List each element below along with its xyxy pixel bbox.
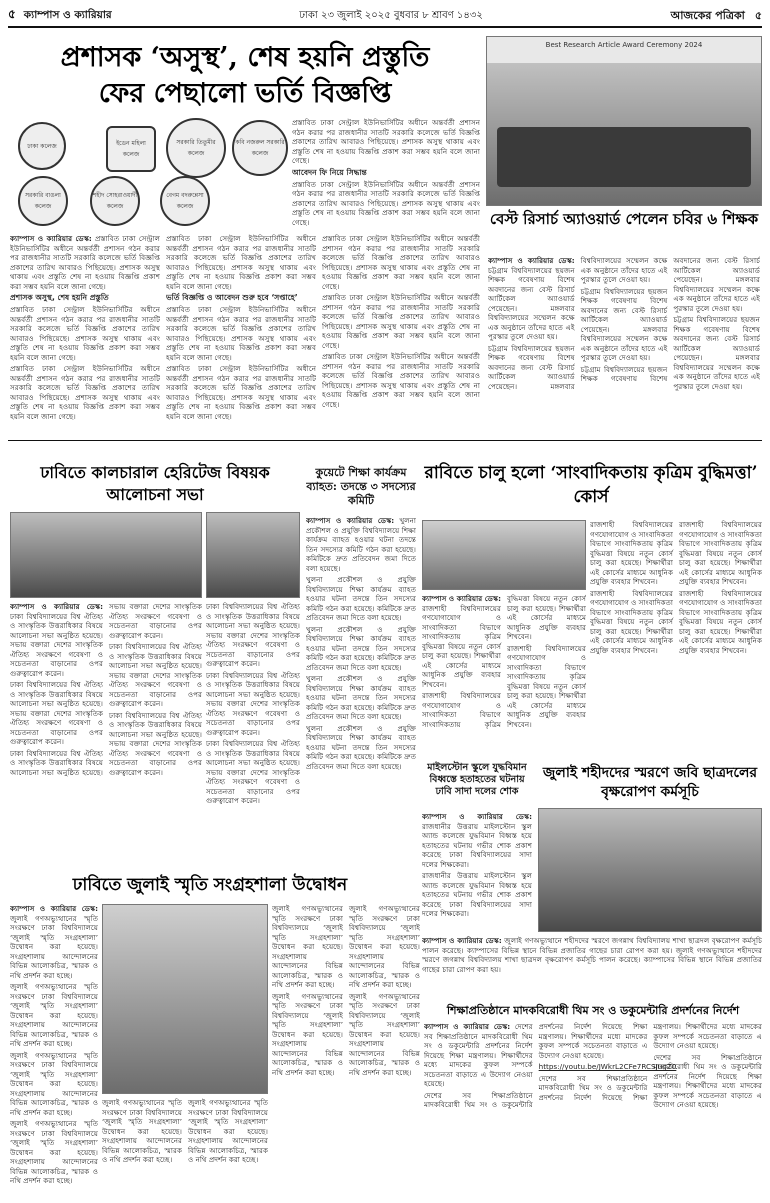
drug-body: ক্যাম্পাস ও ক্যারিয়ার ডেস্ক: দেশের সব শিক্ষাপ্রতিষ্ঠানে মাদকবিরোধী থিম সং ও ডকুমেন্টারি প্রদর্শনের নির্দেশ দিয়েছে শিক্ষা মন্ত্রণালয়। শিক্ষার্থীদের মধ্যে মাদকের কুফল সম্পর্কে সচেতনতা বাড়াতে এ উদ্যোগ নেওয়া হয়েছে। দেশের সব শিক্ষাপ্রতিষ্ঠানে মাদকবিরোধী থিম সং ও ডকুমেন্টারি প্রদর্শনের নির্দেশ দিয়েছে শিক্ষা মন্ত্রণালয়। শিক্ষার্থীদের মধ্যে মাদকের কুফল সম্পর্কে সচেতনতা বাড়াতে এ উদ্যোগ নেওয়া হয়েছে। https://youtu.be/JWkrL2CFe7RCSJugZ0 দেশের সব শিক্ষাপ্রতিষ্ঠানে মাদকবিরোধী থিম সং ও ডকুমেন্টারি প্রদর্শনের নির্দেশ দিয়েছে শিক্ষা মন্ত্রণালয়। শিক্ষার্থীদের মধ্যে মাদকের কুফল সম্পর্কে সচেতনতা বাড়াতে এ উদ্যোগ নেওয়া হয়েছে। দেশের সব শিক্ষাপ্রতিষ্ঠানে মাদকবিরোধী থিম সং ও ডকুমেন্টারি প্রদর্শনের নির্দেশ দিয়েছে শিক্ষা মন্ত্রণালয়। শিক্ষার্থীদের মধ্যে মাদকের কুফল সম্পর্কে সচেতনতা বাড়াতে এ উদ্যোগ নেওয়া হয়েছে। (424, 1022, 762, 1109)
rabi-body: ক্যাম্পাস ও ক্যারিয়ার ডেস্ক: রাজশাহী বিশ্ববিদ্যালয়ের গণযোগাযোগ ও সাংবাদিকতা বিভাগে সাংবাদিকতায় কৃত্রিম বুদ্ধিমত্তা বিষয়ে নতুন কোর্স চালু করা হয়েছে। শিক্ষার্থীরা এই কোর্সের মাধ্যমে আধুনিক প্রযুক্তি ব্যবহার শিখবেন। রাজশাহী বিশ্ববিদ্যালয়ের গণযোগাযোগ ও সাংবাদিকতা বিভাগে সাংবাদিকতায় কৃত্রিম বুদ্ধিমত্তা বিষয়ে নতুন কোর্স চালু করা হয়েছে। শিক্ষার্থীরা এই কোর্সের মাধ্যমে আধুনিক প্রযুক্তি ব্যবহার শিখবেন। রাজশাহী বিশ্ববিদ্যালয়ের গণযোগাযোগ ও সাংবাদিকতা বিভাগে সাংবাদিকতায় কৃত্রিম বুদ্ধিমত্তা বিষয়ে নতুন কোর্স চালু করা হয়েছে। শিক্ষার্থীরা এই কোর্সের মাধ্যমে আধুনিক প্রযুক্তি ব্যবহার শিখবেন। (422, 594, 586, 729)
research-body: ক্যাম্পাস ও ক্যারিয়ার ডেস্ক: চট্টগ্রাম বিশ্ববিদ্যালয়ের ছয়জন শিক্ষক গবেষণায় বিশেষ অবদানের জন্য বেস্ট রিসার্চ আর্টিকেল অ্যাওয়ার্ড পেয়েছেন। মঙ্গলবার বিশ্ববিদ্যালয়ের সম্মেলন কক্ষে এক অনুষ্ঠানে তাঁদের হাতে এই পুরস্কার তুলে দেওয়া হয়। চট্টগ্রাম বিশ্ববিদ্যালয়ের ছয়জন শিক্ষক গবেষণায় বিশেষ অবদানের জন্য বেস্ট রিসার্চ আর্টিকেল অ্যাওয়ার্ড পেয়েছেন। মঙ্গলবার বিশ্ববিদ্যালয়ের সম্মেলন কক্ষে এক অনুষ্ঠানে তাঁদের হাতে এই পুরস্কার তুলে দেওয়া হয়। চট্টগ্রাম বিশ্ববিদ্যালয়ের ছয়জন শিক্ষক গবেষণায় বিশেষ অবদানের জন্য বেস্ট রিসার্চ আর্টিকেল অ্যাওয়ার্ড পেয়েছেন। মঙ্গলবার বিশ্ববিদ্যালয়ের সম্মেলন কক্ষে এক অনুষ্ঠানে তাঁদের হাতে এই পুরস্কার তুলে দেওয়া হয়। চট্টগ্রাম বিশ্ববিদ্যালয়ের ছয়জন শিক্ষক গবেষণায় বিশেষ অবদানের জন্য বেস্ট রিসার্চ আর্টিকেল অ্যাওয়ার্ড পেয়েছেন। মঙ্গলবার বিশ্ববিদ্যালয়ের সম্মেলন কক্ষে এক অনুষ্ঠানে তাঁদের হাতে এই পুরস্কার তুলে দেওয়া হয়। চট্টগ্রাম বিশ্ববিদ্যালয়ের ছয়জন শিক্ষক গবেষণায় বিশেষ অবদানের জন্য বেস্ট রিসার্চ আর্টিকেল অ্যাওয়ার্ড পেয়েছেন। মঙ্গলবার বিশ্ববিদ্যালয়ের সম্মেলন কক্ষে এক অনুষ্ঠানে তাঁদের হাতে এই পুরস্কার তুলে দেওয়া হয়। (488, 256, 760, 391)
heritage-body: ক্যাম্পাস ও ক্যারিয়ার ডেস্ক: ঢাকা বিশ্ববিদ্যালয়ের বিশ্ব ঐতিহ্য ও সাংস্কৃতিক উত্তরাধিকার বিষয়ে আলোচনা সভা অনুষ্ঠিত হয়েছে। সভায় বক্তারা দেশের সাংস্কৃতিক ঐতিহ্য সংরক্ষণে গবেষণা ও সচেতনতা বাড়ানোর ওপর গুরুত্বারোপ করেন। ঢাকা বিশ্ববিদ্যালয়ের বিশ্ব ঐতিহ্য ও সাংস্কৃতিক উত্তরাধিকার বিষয়ে আলোচনা সভা অনুষ্ঠিত হয়েছে। সভায় বক্তারা দেশের সাংস্কৃতিক ঐতিহ্য সংরক্ষণে গবেষণা ও সচেতনতা বাড়ানোর ওপর গুরুত্বারোপ করেন। ঢাকা বিশ্ববিদ্যালয়ের বিশ্ব ঐতিহ্য ও সাংস্কৃতিক উত্তরাধিকার বিষয়ে আলোচনা সভা অনুষ্ঠিত হয়েছে। সভায় বক্তারা দেশের সাংস্কৃতিক ঐতিহ্য সংরক্ষণে গবেষণা ও সচেতনতা বাড়ানোর ওপর গুরুত্বারোপ করেন। ঢাকা বিশ্ববিদ্যালয়ের বিশ্ব ঐতিহ্য ও সাংস্কৃতিক উত্তরাধিকার বিষয়ে আলোচনা সভা অনুষ্ঠিত হয়েছে। সভায় বক্তারা দেশের সাংস্কৃতিক ঐতিহ্য সংরক্ষণে গবেষণা ও সচেতনতা বাড়ানোর ওপর গুরুত্বারোপ করেন। ঢাকা বিশ্ববিদ্যালয়ের বিশ্ব ঐতিহ্য ও সাংস্কৃতিক উত্তরাধিকার বিষয়ে আলোচনা সভা অনুষ্ঠিত হয়েছে। সভায় বক্তারা দেশের সাংস্কৃতিক ঐতিহ্য সংরক্ষণে গবেষণা ও সচেতনতা বাড়ানোর ওপর গুরুত্বারোপ করেন। (10, 602, 202, 777)
heritage-photo-2 (206, 512, 300, 598)
lead-body-col3: প্রস্তাবিত ঢাকা সেন্ট্রাল ইউনিভার্সিটির অধীনে অন্তর্বর্তী প্রশাসন গঠন করার পর রাজধানীর সাতটি সরকারি কলেজে ভর্তি বিজ্ঞপ্তি প্রকাশের তারিখ আবারও পিছিয়েছে। প্রশাসক অসুস্থ থাকায় এবং প্রস্তুতি শেষ না হওয়ায় বিজ্ঞপ্তি প্রকাশ করা সম্ভব হয়নি বলে জানা গেছে। প্রস্তাবিত ঢাকা সেন্ট্রাল ইউনিভার্সিটির অধীনে অন্তর্বর্তী প্রশাসন গঠন করার পর রাজধানীর সাতটি সরকারি কলেজে ভর্তি বিজ্ঞপ্তি প্রকাশের তারিখ আবারও পিছিয়েছে। প্রশাসক অসুস্থ থাকায় এবং প্রস্তুতি শেষ না হওয়ায় বিজ্ঞপ্তি প্রকাশ করা সম্ভব হয়নি বলে জানা গেছে। প্রস্তাবিত ঢাকা সেন্ট্রাল ইউনিভার্সিটির অধীনে অন্তর্বর্তী প্রশাসন গঠন করার পর রাজধানীর সাতটি সরকারি কলেজে ভর্তি বিজ্ঞপ্তি প্রকাশের তারিখ আবারও পিছিয়েছে। প্রশাসক অসুস্থ থাকায় এবং প্রস্তুতি শেষ না হওয়ায় বিজ্ঞপ্তি প্রকাশ করা সম্ভব হয়নি বলে জানা গেছে। (322, 234, 480, 409)
jabi-tree-photo (538, 808, 762, 932)
drug-link[interactable]: https://youtu.be/JWkrL2CFe7RCSJugZ0 (538, 1062, 677, 1071)
college-logo: বেগম বদরুন্নেসা কলেজ (160, 176, 210, 226)
heritage-headline: ঢাবিতে কালচারাল হেরিটেজ বিষয়ক আলোচনা সভা (40, 463, 270, 504)
museum-body-2: জুলাই গণঅভ্যুত্থানের স্মৃতি সংরক্ষণে ঢাকা বিশ্ববিদ্যালয়ে ‘জুলাই স্মৃতি সংগ্রহশালা’ উদ্বোধন করা হয়েছে। সংগ্রহশালায় আন্দোলনের বিভিন্ন আলোকচিত্র, স্মারক ও নথি প্রদর্শন করা হচ্ছে। জুলাই গণঅভ্যুত্থানের স্মৃতি সংরক্ষণে ঢাকা বিশ্ববিদ্যালয়ে ‘জুলাই স্মৃতি সংগ্রহশালা’ উদ্বোধন করা হয়েছে। সংগ্রহশালায় আন্দোলনের বিভিন্ন আলোকচিত্র, স্মারক ও নথি প্রদর্শন করা হচ্ছে। (102, 1098, 268, 1164)
divider (8, 440, 762, 441)
lead-body-col1: ক্যাম্পাস ও ক্যারিয়ার ডেস্ক: প্রস্তাবিত ঢাকা সেন্ট্রাল ইউনিভার্সিটির অধীনে অন্তর্বর্তী প্রশাসন গঠন করার পর রাজধানীর সাতটি সরকারি কলেজে ভর্তি বিজ্ঞপ্তি প্রকাশের তারিখ আবারও পিছিয়েছে। প্রশাসক অসুস্থ থাকায় এবং প্রস্তুতি শেষ না হওয়ায় বিজ্ঞপ্তি প্রকাশ করা সম্ভব হয়নি বলে জানা গেছে। প্রশাসক অসুস্থ, শেষ হয়নি প্রস্তুতি প্রস্তাবিত ঢাকা সেন্ট্রাল ইউনিভার্সিটির অধীনে অন্তর্বর্তী প্রশাসন গঠন করার পর রাজধানীর সাতটি সরকারি কলেজে ভর্তি বিজ্ঞপ্তি প্রকাশের তারিখ আবারও পিছিয়েছে। প্রশাসক অসুস্থ থাকায় এবং প্রস্তুতি শেষ না হওয়ায় বিজ্ঞপ্তি প্রকাশ করা সম্ভব হয়নি বলে জানা গেছে। প্রস্তাবিত ঢাকা সেন্ট্রাল ইউনিভার্সিটির অধীনে অন্তর্বর্তী প্রশাসন গঠন করার পর রাজধানীর সাতটি সরকারি কলেজে ভর্তি বিজ্ঞপ্তি প্রকাশের তারিখ আবারও পিছিয়েছে। প্রশাসক অসুস্থ থাকায় এবং প্রস্তুতি শেষ না হওয়ায় বিজ্ঞপ্তি প্রকাশ করা সম্ভব হয়নি বলে জানা গেছে। (10, 234, 160, 421)
museum-photo (102, 904, 268, 1094)
rabi-campus-photo (422, 520, 586, 590)
museum-body: ক্যাম্পাস ও ক্যারিয়ার ডেস্ক: জুলাই গণঅভ্যুত্থানের স্মৃতি সংরক্ষণে ঢাকা বিশ্ববিদ্যালয়ে ‘জুলাই স্মৃতি সংগ্রহশালা’ উদ্বোধন করা হয়েছে। সংগ্রহশালায় আন্দোলনের বিভিন্ন আলোকচিত্র, স্মারক ও নথি প্রদর্শন করা হচ্ছে। জুলাই গণঅভ্যুত্থানের স্মৃতি সংরক্ষণে ঢাকা বিশ্ববিদ্যালয়ে ‘জুলাই স্মৃতি সংগ্রহশালা’ উদ্বোধন করা হয়েছে। সংগ্রহশালায় আন্দোলনের বিভিন্ন আলোকচিত্র, স্মারক ও নথি প্রদর্শন করা হচ্ছে। জুলাই গণঅভ্যুত্থানের স্মৃতি সংরক্ষণে ঢাকা বিশ্ববিদ্যালয়ে ‘জুলাই স্মৃতি সংগ্রহশালা’ উদ্বোধন করা হয়েছে। সংগ্রহশালায় আন্দোলনের বিভিন্ন আলোকচিত্র, স্মারক ও নথি প্রদর্শন করা হচ্ছে। জুলাই গণঅভ্যুত্থানের স্মৃতি সংরক্ষণে ঢাকা বিশ্ববিদ্যালয়ে ‘জুলাই স্মৃতি সংগ্রহশালা’ উদ্বোধন করা হয়েছে। সংগ্রহশালায় আন্দোলনের বিভিন্ন আলোকচিত্র, স্মারক ও নথি প্রদর্শন করা হচ্ছে। (10, 904, 98, 1185)
milestone-headline: মাইলস্টোন স্কুলে যুদ্ধবিমান বিধ্বস্তে হতাহতের ঘটনায় ঢাবি সাদা দলের শোক (427, 762, 527, 797)
heritage-body-2: ঢাকা বিশ্ববিদ্যালয়ের বিশ্ব ঐতিহ্য ও সাংস্কৃতিক উত্তরাধিকার বিষয়ে আলোচনা সভা অনুষ্ঠিত হয়েছে। সভায় বক্তারা দেশের সাংস্কৃতিক ঐতিহ্য সংরক্ষণে গবেষণা ও সচেতনতা বাড়ানোর ওপর গুরুত্বারোপ করেন। ঢাকা বিশ্ববিদ্যালয়ের বিশ্ব ঐতিহ্য ও সাংস্কৃতিক উত্তরাধিকার বিষয়ে আলোচনা সভা অনুষ্ঠিত হয়েছে। সভায় বক্তারা দেশের সাংস্কৃতিক ঐতিহ্য সংরক্ষণে গবেষণা ও সচেতনতা বাড়ানোর ওপর গুরুত্বারোপ করেন। ঢাকা বিশ্ববিদ্যালয়ের বিশ্ব ঐতিহ্য ও সাংস্কৃতিক উত্তরাধিকার বিষয়ে আলোচনা সভা অনুষ্ঠিত হয়েছে। সভায় বক্তারা দেশের সাংস্কৃতিক ঐতিহ্য সংরক্ষণে গবেষণা ও সচেতনতা বাড়ানোর ওপর গুরুত্বারোপ করেন। (206, 602, 300, 805)
heritage-photo (10, 512, 202, 598)
museum-body-3: জুলাই গণঅভ্যুত্থানের স্মৃতি সংরক্ষণে ঢাকা বিশ্ববিদ্যালয়ে ‘জুলাই স্মৃতি সংগ্রহশালা’ উদ্বোধন করা হয়েছে। সংগ্রহশালায় আন্দোলনের বিভিন্ন আলোকচিত্র, স্মারক ও নথি প্রদর্শন করা হচ্ছে। জুলাই গণঅভ্যুত্থানের স্মৃতি সংরক্ষণে ঢাকা বিশ্ববিদ্যালয়ে ‘জুলাই স্মৃতি সংগ্রহশালা’ উদ্বোধন করা হয়েছে। সংগ্রহশালায় আন্দোলনের বিভিন্ন আলোকচিত্র, স্মারক ও নথি প্রদর্শন করা হচ্ছে। জুলাই গণঅভ্যুত্থানের স্মৃতি সংরক্ষণে ঢাকা বিশ্ববিদ্যালয়ে ‘জুলাই স্মৃতি সংগ্রহশালা’ উদ্বোধন করা হয়েছে। সংগ্রহশালায় আন্দোলনের বিভিন্ন আলোকচিত্র, স্মারক ও নথি প্রদর্শন করা হচ্ছে। জুলাই গণঅভ্যুত্থানের স্মৃতি সংরক্ষণে ঢাকা বিশ্ববিদ্যালয়ে ‘জুলাই স্মৃতি সংগ্রহশালা’ উদ্বোধন করা হয়েছে। সংগ্রহশালায় আন্দোলনের বিভিন্ন আলোকচিত্র, স্মারক ও নথি প্রদর্শন করা হচ্ছে। (272, 904, 420, 1077)
jabi-headline: জুলাই শহীদদের স্মরণে জবি ছাত্রদলের বৃক্ষরোপণ কর্মসূচি (542, 765, 758, 800)
museum-headline: ঢাবিতে জুলাই স্মৃতি সংগ্রহশালা উদ্বোধন (72, 875, 348, 895)
jabi-body: ক্যাম্পাস ও ক্যারিয়ার ডেস্ক: জুলাই গণঅভ্যুত্থানে শহীদদের স্মরণে জগন্নাথ বিশ্ববিদ্যালয় শাখা ছাত্রদল বৃক্ষরোপণ কর্মসূচি পালন করেছে। ক্যাম্পাসের বিভিন্ন স্থানে বিভিন্ন প্রজাতির গাছের চারা রোপণ করা হয়। জুলাই গণঅভ্যুত্থানে শহীদদের স্মরণে জগন্নাথ বিশ্ববিদ্যালয় শাখা ছাত্রদল বৃক্ষরোপণ কর্মসূচি পালন করেছে। ক্যাম্পাসের বিভিন্ন স্থানে বিভিন্ন প্রজাতির গাছের চারা রোপণ করা হয়। (422, 936, 762, 974)
research-headline: বেস্ট রিসার্চ অ্যাওয়ার্ড পেলেন চবির ৬ শিক্ষক (489, 210, 759, 228)
lead-body-right: প্রস্তাবিত ঢাকা সেন্ট্রাল ইউনিভার্সিটির অধীনে অন্তর্বর্তী প্রশাসন গঠন করার পর রাজধানীর সাতটি সরকারি কলেজে ভর্তি বিজ্ঞপ্তি প্রকাশের তারিখ আবারও পিছিয়েছে। প্রশাসক অসুস্থ থাকায় এবং প্রস্তুতি শেষ না হওয়ায় বিজ্ঞপ্তি প্রকাশ করা সম্ভব হয়নি বলে জানা গেছে। আবেদন ফি নিয়ে সিদ্ধান্ত প্রস্তাবিত ঢাকা সেন্ট্রাল ইউনিভার্সিটির অধীনে অন্তর্বর্তী প্রশাসন গঠন করার পর রাজধানীর সাতটি সরকারি কলেজে ভর্তি বিজ্ঞপ্তি প্রকাশের তারিখ আবারও পিছিয়েছে। প্রশাসক অসুস্থ থাকায় এবং প্রস্তুতি শেষ না হওয়ায় বিজ্ঞপ্তি প্রকাশ করা সম্ভব হয়নি বলে জানা গেছে। (292, 118, 480, 227)
page-number: ৫ (8, 7, 16, 21)
brand-logo: আজকের পত্রিকা (670, 8, 745, 22)
rabi-headline: রাবিতে চালু হলো ‘সাংবাদিকতায় কৃত্রিম বুদ্ধিমত্তা’ কোর্স (424, 463, 758, 507)
masthead (8, 6, 762, 28)
dateline: ঢাকা ২৩ জুলাই ২০২৫ বুধবার ৮ শ্রাবণ ১৪৩২ (299, 9, 483, 21)
kuet-body: ক্যাম্পাস ও ক্যারিয়ার ডেস্ক: খুলনা প্রকৌশল ও প্রযুক্তি বিশ্ববিদ্যালয়ে শিক্ষা কার্যক্রম ব্যাহত হওয়ার ঘটনা তদন্তে তিন সদস্যের কমিটি গঠন করা হয়েছে। কমিটিকে দ্রুত প্রতিবেদন জমা দিতে বলা হয়েছে। খুলনা প্রকৌশল ও প্রযুক্তি বিশ্ববিদ্যালয়ে শিক্ষা কার্যক্রম ব্যাহত হওয়ার ঘটনা তদন্তে তিন সদস্যের কমিটি গঠন করা হয়েছে। কমিটিকে দ্রুত প্রতিবেদন জমা দিতে বলা হয়েছে। খুলনা প্রকৌশল ও প্রযুক্তি বিশ্ববিদ্যালয়ে শিক্ষা কার্যক্রম ব্যাহত হওয়ার ঘটনা তদন্তে তিন সদস্যের কমিটি গঠন করা হয়েছে। কমিটিকে দ্রুত প্রতিবেদন জমা দিতে বলা হয়েছে। খুলনা প্রকৌশল ও প্রযুক্তি বিশ্ববিদ্যালয়ে শিক্ষা কার্যক্রম ব্যাহত হওয়ার ঘটনা তদন্তে তিন সদস্যের কমিটি গঠন করা হয়েছে। কমিটিকে দ্রুত প্রতিবেদন জমা দিতে বলা হয়েছে। খুলনা প্রকৌশল ও প্রযুক্তি বিশ্ববিদ্যালয়ে শিক্ষা কার্যক্রম ব্যাহত হওয়ার ঘটনা তদন্তে তিন সদস্যের কমিটি গঠন করা হয়েছে। কমিটিকে দ্রুত প্রতিবেদন জমা দিতে বলা হয়েছে। (306, 516, 416, 771)
kuet-headline: কুয়েটে শিক্ষা কার্যক্রম ব্যাহত: তদন্তে ৩ সদস্যের কমিটি (306, 466, 416, 507)
college-logo: ইডেন মহিলা কলেজ (106, 126, 156, 172)
lead-headline: প্রশাসক ‘অসুস্থ’, শেষ হয়নি প্রস্তুতি ফের পেছালো ভর্তি বিজ্ঞপ্তি (60, 42, 430, 110)
lead-body-col2: প্রস্তাবিত ঢাকা সেন্ট্রাল ইউনিভার্সিটির অধীনে অন্তর্বর্তী প্রশাসন গঠন করার পর রাজধানীর সাতটি সরকারি কলেজে ভর্তি বিজ্ঞপ্তি প্রকাশের তারিখ আবারও পিছিয়েছে। প্রশাসক অসুস্থ থাকায় এবং প্রস্তুতি শেষ না হওয়ায় বিজ্ঞপ্তি প্রকাশ করা সম্ভব হয়নি বলে জানা গেছে। ভর্তি বিজ্ঞপ্তি ও আবেদন শুরু হবে ‘সপ্তাহে’ প্রস্তাবিত ঢাকা সেন্ট্রাল ইউনিভার্সিটির অধীনে অন্তর্বর্তী প্রশাসন গঠন করার পর রাজধানীর সাতটি সরকারি কলেজে ভর্তি বিজ্ঞপ্তি প্রকাশের তারিখ আবারও পিছিয়েছে। প্রশাসক অসুস্থ থাকায় এবং প্রস্তুতি শেষ না হওয়ায় বিজ্ঞপ্তি প্রকাশ করা সম্ভব হয়নি বলে জানা গেছে। প্রস্তাবিত ঢাকা সেন্ট্রাল ইউনিভার্সিটির অধীনে অন্তর্বর্তী প্রশাসন গঠন করার পর রাজধানীর সাতটি সরকারি কলেজে ভর্তি বিজ্ঞপ্তি প্রকাশের তারিখ আবারও পিছিয়েছে। প্রশাসক অসুস্থ থাকায় এবং প্রস্তুতি শেষ না হওয়ায় বিজ্ঞপ্তি প্রকাশ করা সম্ভব হয়নি বলে জানা গেছে। (166, 234, 316, 421)
drug-headline: শিক্ষাপ্রতিষ্ঠানে মাদকবিরোধী থিম সং ও ডকুমেন্টারি প্রদর্শনের নির্দেশ (446, 1004, 740, 1017)
college-logo: কবি নজরুল সরকারি কলেজ (232, 120, 288, 176)
milestone-body: ক্যাম্পাস ও ক্যারিয়ার ডেস্ক: রাজধানীর উত্তরায় মাইলস্টোন স্কুল অ্যান্ড কলেজে যুদ্ধবিমান বিধ্বস্ত হয়ে হতাহতের ঘটনায় গভীর শোক প্রকাশ করেছে ঢাকা বিশ্ববিদ্যালয়ের সাদা দলের শিক্ষকেরা। রাজধানীর উত্তরায় মাইলস্টোন স্কুল অ্যান্ড কলেজে যুদ্ধবিমান বিধ্বস্ত হয়ে হতাহতের ঘটনায় গভীর শোক প্রকাশ করেছে ঢাকা বিশ্ববিদ্যালয়ের সাদা দলের শিক্ষকেরা। (422, 812, 532, 918)
college-logo: শহীদ সোহরাওয়ার্দী কলেজ (90, 176, 140, 226)
college-logo: সরকারি বাঙলা কলেজ (18, 176, 68, 226)
research-award-photo: Best Research Article Award Ceremony 2024 (486, 36, 762, 206)
page-number-right: ৫ (754, 8, 762, 22)
section-title: ক্যাম্পাস ও ক্যারিয়ার (23, 8, 112, 21)
rabi-body-right: রাজশাহী বিশ্ববিদ্যালয়ের গণযোগাযোগ ও সাংবাদিকতা বিভাগে সাংবাদিকতায় কৃত্রিম বুদ্ধিমত্তা বিষয়ে নতুন কোর্স চালু করা হয়েছে। শিক্ষার্থীরা এই কোর্সের মাধ্যমে আধুনিক প্রযুক্তি ব্যবহার শিখবেন। রাজশাহী বিশ্ববিদ্যালয়ের গণযোগাযোগ ও সাংবাদিকতা বিভাগে সাংবাদিকতায় কৃত্রিম বুদ্ধিমত্তা বিষয়ে নতুন কোর্স চালু করা হয়েছে। শিক্ষার্থীরা এই কোর্সের মাধ্যমে আধুনিক প্রযুক্তি ব্যবহার শিখবেন। রাজশাহী বিশ্ববিদ্যালয়ের গণযোগাযোগ ও সাংবাদিকতা বিভাগে সাংবাদিকতায় কৃত্রিম বুদ্ধিমত্তা বিষয়ে নতুন কোর্স চালু করা হয়েছে। শিক্ষার্থীরা এই কোর্সের মাধ্যমে আধুনিক প্রযুক্তি ব্যবহার শিখবেন। রাজশাহী বিশ্ববিদ্যালয়ের গণযোগাযোগ ও সাংবাদিকতা বিভাগে সাংবাদিকতায় কৃত্রিম বুদ্ধিমত্তা বিষয়ে নতুন কোর্স চালু করা হয়েছে। শিক্ষার্থীরা এই কোর্সের মাধ্যমে আধুনিক প্রযুক্তি ব্যবহার শিখবেন। (590, 520, 762, 655)
college-logo: ঢাকা কলেজ (18, 122, 66, 170)
college-logo: সরকারি তিতুমীর কলেজ (166, 118, 226, 178)
